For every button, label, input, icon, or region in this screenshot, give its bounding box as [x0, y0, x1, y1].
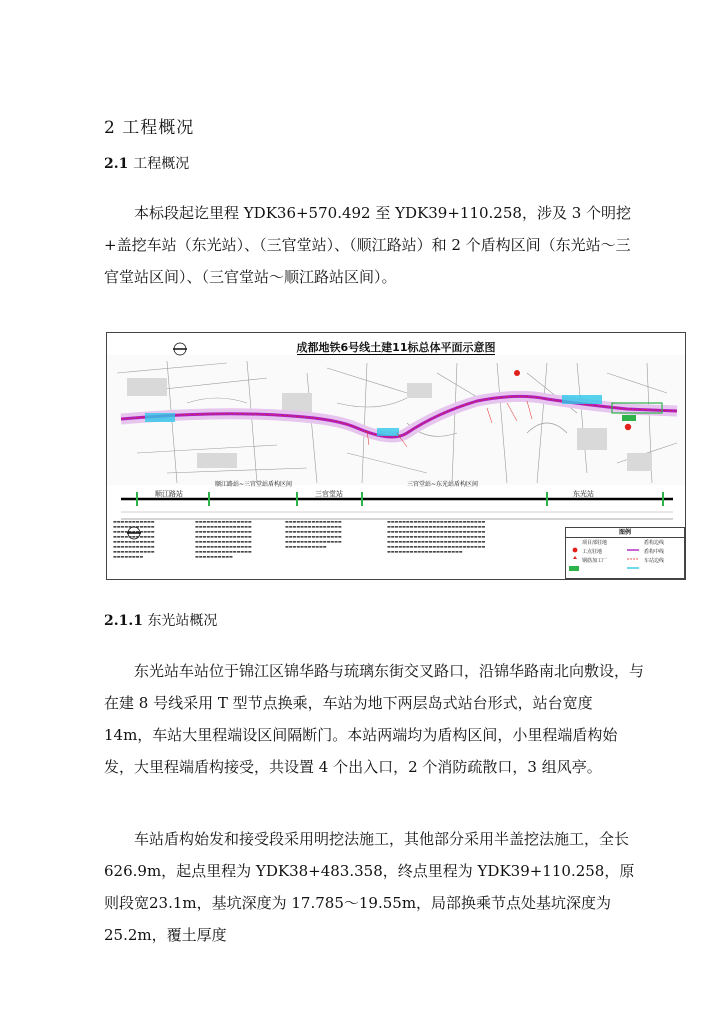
section-label-shunjiang-sanguantang: 顺江路站~三官堂站盾构区间 [215, 481, 293, 488]
station-overview-paragraph: 东光站车站位于锦江区锦华路与琉璃东街交叉路口，沿锦华路南北向敷设，与在建 8 号线采用 T 型节点换乘，车站为地下两层岛式站台形式，站台宽度 14m，车站大里程端设区间隔断门。本站两端均为盾构区间，小里程端盾构始发，大里程端盾构接受，共设置 4 个出入口，2 个消防疏散口，3 组风亭。 [104, 662, 645, 776]
legend-item-rebar-factory: 钢筋加工厂 [582, 558, 608, 564]
section-heading: 2 工程概况 [104, 118, 195, 138]
station-label-shunjiang: 顺江路站 [155, 490, 183, 498]
subsection-heading [104, 153, 189, 173]
notes-block: ▬▬▬▬▬▬▬▬▬▬▬▬▬▬▬▬▬▬▬▬▬▬▬▬▬▬ ▬▬▬▬▬▬▬▬▬▬▬▬▬▬▬▬▬▬▬▬▬▬▬▬▬▬ ▬▬▬▬▬▬▬▬▬▬▬▬▬▬▬▬▬▬▬▬▬▬▬▬▬▬ ▬▬▬▬▬▬▬▬▬▬▬▬▬▬▬▬▬▬▬▬▬▬▬▬▬▬ ▬▬▬▬▬▬▬▬▬▬▬▬▬▬▬▬▬▬▬▬▬▬▬▬▬▬ ▬▬▬▬▬▬▬▬▬▬▬▬▬▬▬▬▬▬▬▬▬▬▬▬▬▬ ▬▬▬▬▬▬▬▬▬▬▬▬▬▬▬▬▬▬▬▬ [387, 519, 486, 554]
notes-block: ▬▬▬▬▬▬▬▬▬▬▬ ▬▬▬▬▬▬▬▬▬▬▬ ▬▬▬▬▬▬▬▬▬▬▬ ▬▬▬▬▬▬▬▬▬▬▬ ▬▬▬▬▬▬▬▬▬▬▬ ▬▬▬▬▬▬▬▬▬▬▬ ▬▬▬▬▬▬▬▬▬▬▬ ▬▬▬▬▬▬▬▬ [113, 519, 155, 559]
construction-method-paragraph: 车站盾构始发和接受段采用明挖法施工，其他部分采用半盖挖法施工，全长626.9m，起点里程为 YDK38+483.358，终点里程为 YDK39+110.258，原则段宽23.1m，基坑深度为 17.785～19.55m，局部换乘节点处基坑深度为 25.2m，覆土厚度 [104, 830, 635, 944]
legend-item-site-office: 工点驻地 [582, 549, 603, 555]
legend-item-shield-edge: 盾构边线 [644, 540, 665, 546]
legend-item-station-edge: 车站边线 [644, 558, 665, 564]
section-label-sanguantang-dongguang: 三官堂站~东光站盾构区间 [407, 481, 479, 488]
legend-title: 图例 [566, 528, 684, 538]
subsubsection-title: 东光站概况 [147, 613, 218, 629]
figure-title: 成都地铁6号线土建11标总体平面示意图 [296, 341, 496, 354]
subsubsection-number: 2.1.1 [104, 613, 143, 629]
station-label-sanguantang: 三官堂站 [315, 490, 343, 498]
intro-paragraph: 本标段起讫里程 YDK36+570.492 至 YDK39+110.258，涉及 3 个明挖+盖挖车站（东光站）、（三官堂站）、（顺江路站）和 2 个盾构区间（东光站～三官堂站区间）、（三官堂站～顺江路站区间）。 [104, 204, 632, 286]
subsection-title: 工程概况 [133, 156, 190, 172]
subsubsection-heading [104, 610, 217, 630]
notes-block: ▬▬▬▬▬▬▬▬▬▬▬▬▬▬▬ ▬▬▬▬▬▬▬▬▬▬▬▬▬▬▬ ▬▬▬▬▬▬▬▬▬▬▬▬▬▬▬ ▬▬▬▬▬▬▬▬▬▬▬▬▬▬▬ ▬▬▬▬▬▬▬▬▬▬▬▬▬▬▬ ▬▬▬▬▬▬▬▬▬▬▬▬▬▬▬ ▬▬▬▬▬▬▬▬▬▬▬▬▬▬▬ ▬▬▬▬▬▬▬▬▬▬ [195, 519, 252, 559]
station-label-dongguang: 东光站 [573, 490, 594, 498]
overview-map-figure [106, 332, 686, 580]
notes-block: ▬▬▬▬▬▬▬▬▬▬▬▬▬▬▬ ▬▬▬▬▬▬▬▬▬▬▬▬▬▬▬ ▬▬▬▬▬▬▬▬▬▬▬▬▬▬▬ ▬▬▬▬▬▬▬▬▬▬▬▬▬▬▬ ▬▬▬▬▬▬▬▬▬▬▬▬▬▬▬ ▬▬▬▬▬▬▬▬▬▬▬ [285, 519, 342, 549]
legend-item-project-office: 项目部驻地 [582, 540, 608, 546]
subsection-number: 2.1 [104, 156, 129, 172]
map-legend [565, 527, 685, 579]
legend-item-shield-centerline: 盾构中线 [644, 549, 665, 555]
